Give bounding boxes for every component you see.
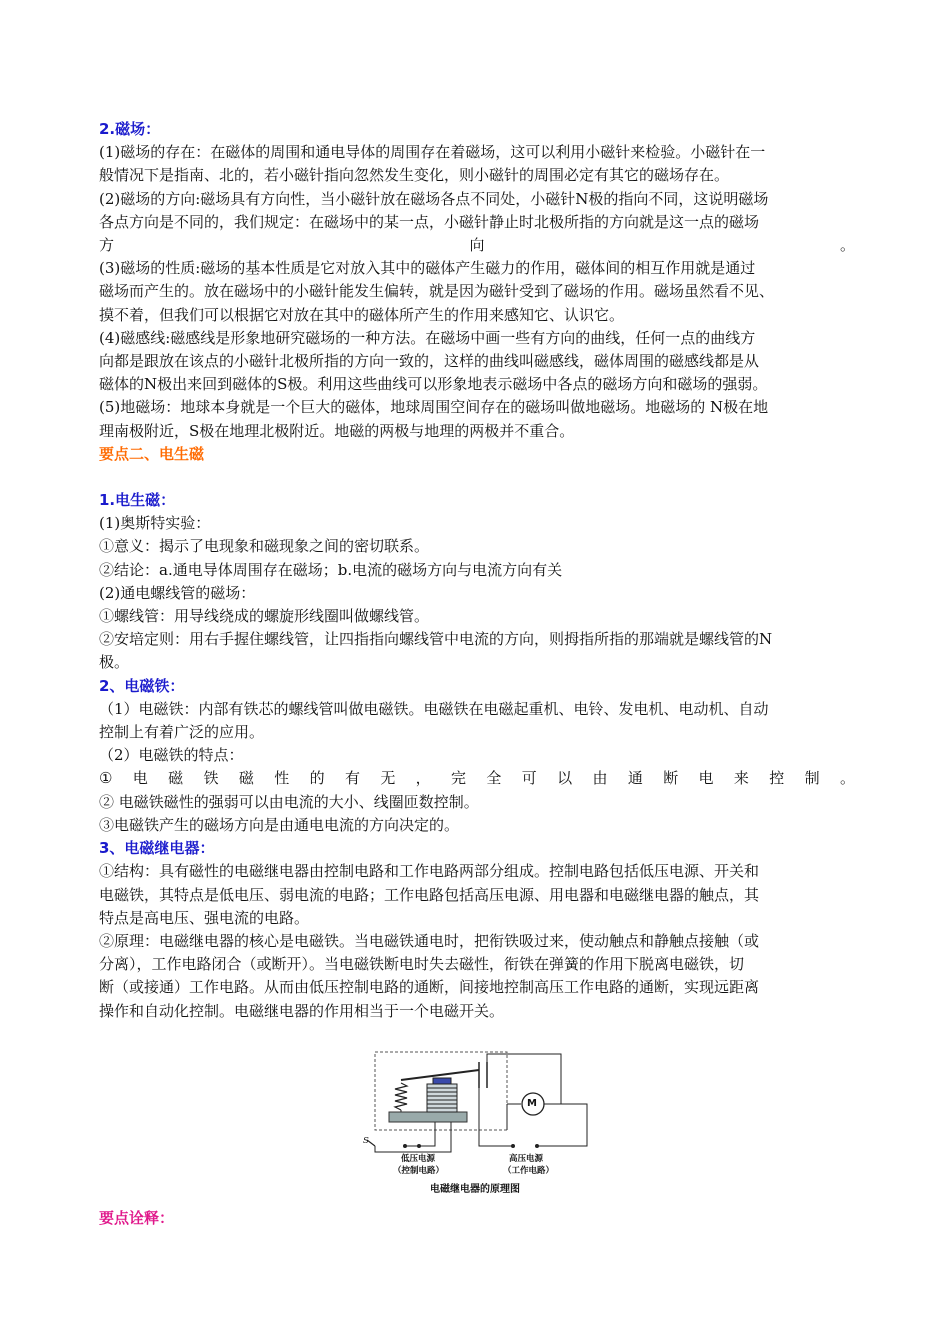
paragraph-line: 电磁铁，其特点是低电压、弱电流的电路；工作电路包括高压电源、用电器和电磁继电器的触点，其	[99, 885, 760, 904]
paragraph-line: 向都是跟放在该点的小磁针北极所指的方向一致的，这样的曲线叫磁感线，磁体周围的磁感线都是从	[99, 352, 760, 371]
justified-char: 电	[132, 769, 148, 788]
notes-title: 要点诠释：	[99, 1209, 175, 1227]
terminal-dot	[535, 1144, 539, 1148]
paragraph-line: ①意义：揭示了电现象和磁现象之间的密切联系。	[99, 537, 430, 556]
justified-char: 全	[486, 769, 502, 788]
paragraph-line: 各点方向是不同的，我们规定：在磁场中的某一点，小磁针静止时北极所指的方向就是这一点的磁场	[99, 212, 760, 231]
justified-char: ，	[415, 769, 431, 788]
relay-diagram	[361, 1048, 589, 1198]
section-title-electromagnet: 2、电磁铁：	[99, 676, 185, 695]
justified-line	[99, 767, 855, 790]
paragraph-line: ①螺线管：用导线绕成的螺旋形线圈叫做螺线管。	[99, 607, 430, 626]
paragraph-line: ②原理：电磁继电器的核心是电磁铁。当电磁铁通电时，把衔铁吸过来，使动触点和静触点接触（或	[99, 931, 760, 950]
justified-line	[99, 234, 855, 257]
switch-label: S	[363, 1136, 369, 1146]
paragraph-line: (4)磁感线:磁感线是形象地研究磁场的一种方法。在磁场中画一些有方向的曲线，任何一点的曲线方	[99, 328, 756, 347]
paragraph-line: 磁体的N极出来回到磁体的S极。利用这些曲线可以形象地表示磁场中各点的磁场方向和磁场的强弱。	[99, 375, 768, 394]
justified-char: 电	[698, 769, 714, 788]
justified-char: 以	[557, 769, 573, 788]
section-title-electromagnetism: 1.电生磁：	[99, 491, 176, 510]
spacer	[99, 466, 855, 489]
paragraph-line: 理南极附近，S极在地理北极附近。地磁的两极与地理的两极并不重合。	[99, 421, 575, 440]
paragraph-line: 极。	[99, 653, 130, 672]
control-wire	[405, 1122, 435, 1146]
paragraph-line: ①结构：具有磁性的电磁继电器由控制电路和工作电路两部分组成。控制电路包括低压电源、开关和	[99, 862, 760, 881]
high-voltage-label: 高压电源	[509, 1154, 544, 1164]
justified-char: 可	[521, 769, 537, 788]
control-wire	[375, 1122, 451, 1152]
justified-char: 铁	[203, 769, 219, 788]
relay-base	[389, 1112, 467, 1122]
justified-char: ①	[99, 769, 113, 788]
relay-diagram-drawing	[361, 1048, 589, 1178]
justified-char: 向	[469, 236, 485, 255]
section-title-magnetic-field: 2.磁场：	[99, 120, 161, 138]
work-circuit-label: （工作电路）	[503, 1166, 555, 1176]
motor-label: M	[527, 1098, 537, 1109]
iron-core	[433, 1078, 451, 1084]
paragraph-line: 摸不着，但我们可以根据它对放在其中的磁体所产生的作用来感知它、认识它。	[99, 305, 625, 324]
paragraph-line: (1)磁场的存在：在磁体的周围和通电导体的周围存在着磁场，这可以利用小磁针来检验。小磁针在一	[99, 143, 766, 162]
paragraph-line: 般情况下是指南、北的，若小磁针指向忽然发生变化，则小磁针的周围必定有其它的磁场存在。	[99, 166, 730, 185]
figure-caption: 电磁继电器的原理图	[430, 1184, 520, 1195]
low-voltage-label: 低压电源	[401, 1154, 436, 1164]
justified-char: 性	[274, 769, 290, 788]
paragraph-line: (5)地磁场：地球本身就是一个巨大的磁体，地球周围空间存在的磁场叫做地磁场。地磁场的 N极在地	[99, 398, 769, 417]
key-point-title: 要点二、电生磁	[99, 444, 205, 463]
paragraph-line: (2)通电螺线管的磁场：	[99, 583, 256, 602]
paragraph-line: (2)磁场的方向:磁场具有方向性，当小磁针放在磁场各点不同处，小磁针N极的指向不同，这说明磁场	[99, 189, 769, 208]
control-circuit-label: （控制电路）	[393, 1166, 445, 1176]
justified-char: 无	[380, 769, 396, 788]
section-title-relay: 3、电磁继电器：	[99, 839, 215, 858]
justified-char: 控	[769, 769, 785, 788]
paragraph-line: (3)磁场的性质:磁场的基本性质是它对放入其中的磁体产生磁力的作用，磁体间的相互作用就是通过	[99, 259, 756, 278]
paragraph-line: 控制上有着广泛的应用。	[99, 723, 265, 742]
justified-char: 断	[663, 769, 679, 788]
paragraph-line: ②安培定则：用右手握住螺线管，让四指指向螺线管中电流的方向，则拇指所指的那端就是螺线管的N	[99, 630, 773, 649]
justified-char: 来	[733, 769, 749, 788]
justified-char: 完	[451, 769, 467, 788]
document-body	[99, 118, 855, 1023]
justified-char: 通	[627, 769, 643, 788]
paragraph-line: (1)奥斯特实验：	[99, 514, 211, 533]
paragraph-line: ③电磁铁产生的磁场方向是由通电电流的方向决定的。	[99, 815, 460, 834]
justified-char: 磁	[168, 769, 184, 788]
terminal-dot	[511, 1144, 515, 1148]
justified-char: 磁	[238, 769, 254, 788]
justified-char: 由	[592, 769, 608, 788]
spring-icon	[395, 1083, 407, 1110]
paragraph-line: 特点是高电压、强电流的电路。	[99, 908, 310, 927]
justified-char: 。	[839, 769, 855, 788]
justified-char: 有	[344, 769, 360, 788]
justified-char: 方	[99, 236, 115, 255]
paragraph-line: 断（或接通）工作电路。从而由低压控制电路的通断，间接地控制高压工作电路的通断，实现远距离	[99, 978, 760, 997]
terminal-dot	[417, 1144, 421, 1148]
paragraph-line: ②结论：a.通电导体周围存在磁场；b.电流的磁场方向与电流方向有关	[99, 560, 563, 579]
paragraph-line: ② 电磁铁磁性的强弱可以由电流的大小、线圈匝数控制。	[99, 792, 479, 811]
justified-char: 的	[309, 769, 325, 788]
work-wire	[479, 1088, 513, 1146]
paragraph-line: 操作和自动化控制。电磁继电器的作用相当于一个电磁开关。	[99, 1001, 505, 1020]
justified-char: 。	[839, 236, 855, 255]
paragraph-line: 分离），工作电路闭合（或断开）。当电磁铁断电时失去磁性，衔铁在弹簧的作用下脱离电磁铁，切	[99, 955, 745, 974]
paragraph-line: （1）电磁铁：内部有铁芯的螺线管叫做电磁铁。电磁铁在电磁起重机、电铃、发电机、电动机、自动	[99, 699, 769, 718]
paragraph-line: （2）电磁铁的特点：	[99, 746, 244, 765]
paragraph-line: 磁场而产生的。放在磁场中的小磁针能发生偏转，就是因为磁针受到了磁场的作用。磁场虽然看不见、	[99, 282, 775, 301]
justified-char: 制	[804, 769, 820, 788]
terminal-dot	[403, 1144, 407, 1148]
